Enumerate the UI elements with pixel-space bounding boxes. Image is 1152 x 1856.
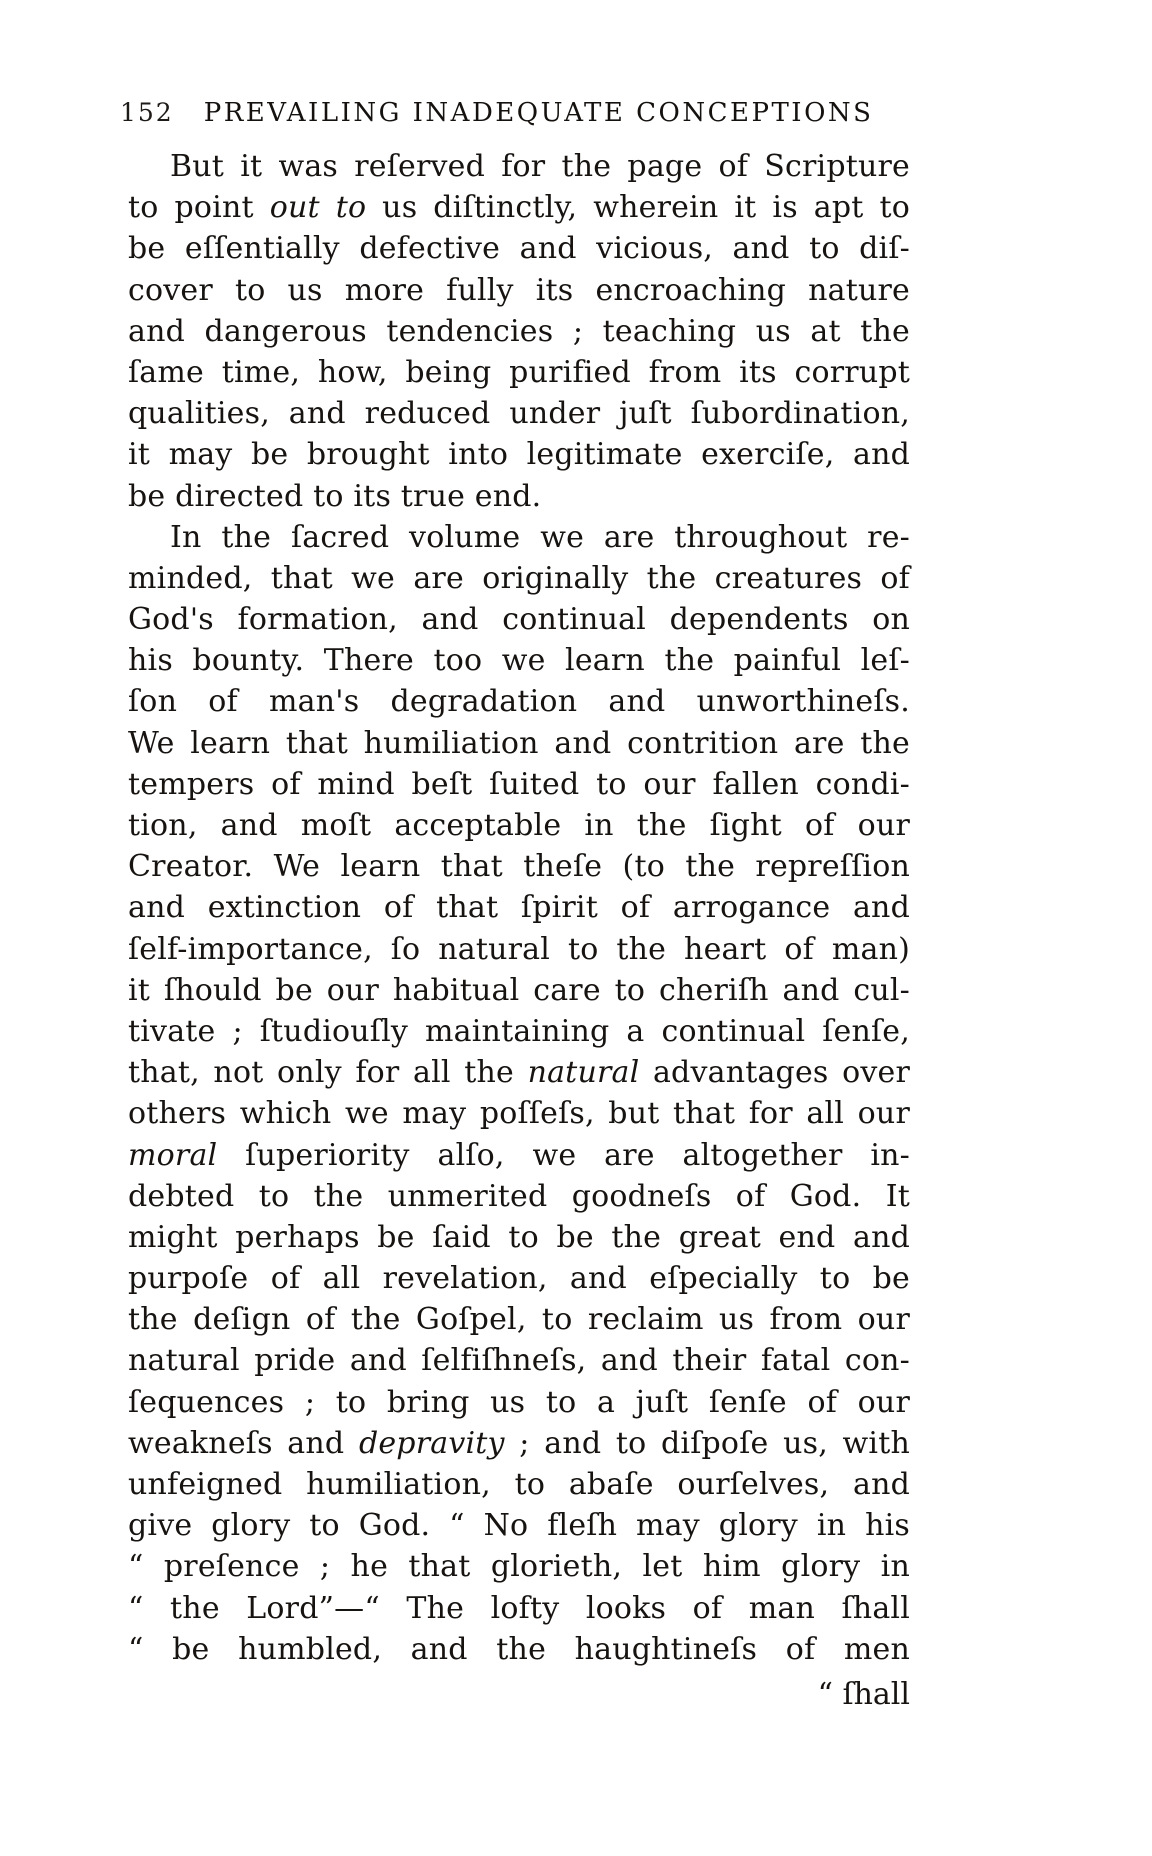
text-segment: us diſtinctly, wherein it is apt to <box>366 190 910 226</box>
text-line <box>128 393 910 434</box>
text-line <box>128 270 910 311</box>
text-segment: others which we may poſſeſs, but that for all our <box>128 1096 910 1132</box>
text-line <box>128 1588 910 1629</box>
text-segment: weakneſs and <box>128 1425 359 1461</box>
text-line <box>128 1052 910 1093</box>
text-segment: ; and to diſpoſe us, with <box>504 1425 911 1461</box>
text-segment: cover to us more fully its encroaching nature <box>128 272 910 308</box>
text-line <box>128 970 910 1011</box>
text-segment: the deſign of the Goſpel, to reclaim us from our <box>128 1302 910 1338</box>
text-line <box>128 1217 910 1258</box>
running-head <box>0 0 1152 128</box>
text-segment: ſuperiority alſo, we are altogether in- <box>217 1137 910 1173</box>
text-line <box>128 1258 910 1299</box>
text-segment: and extinction of that ſpirit of arrogance and <box>128 890 910 926</box>
text-line <box>128 681 910 722</box>
text-line <box>128 352 910 393</box>
text-line <box>128 929 910 970</box>
text-segment: minded, that we are originally the creatures of <box>128 560 910 596</box>
text-line <box>128 1340 910 1381</box>
text-segment: be directed to its true end. <box>128 478 542 514</box>
text-line <box>128 1176 910 1217</box>
text-line <box>128 1011 910 1052</box>
text-segment: ſequences ; to bring us to a juſt ſenſe of our <box>128 1384 910 1420</box>
text-line <box>128 764 910 805</box>
text-line <box>128 887 910 928</box>
text-segment: purpoſe of all revelation, and eſpecially to be <box>128 1261 910 1297</box>
text-line <box>128 517 910 558</box>
text-line <box>128 476 910 517</box>
italic-text-segment: moral <box>128 1137 218 1173</box>
text-line <box>128 1505 910 1546</box>
text-segment: tion, and moſt acceptable in the ſight of our <box>128 808 910 843</box>
text-segment: “ preſence ; he that glorieth, let him glory in <box>128 1549 910 1585</box>
text-line <box>128 640 910 681</box>
text-line <box>128 1135 910 1176</box>
text-line <box>128 1093 910 1134</box>
text-line <box>128 1423 910 1464</box>
text-segment: unfeigned humiliation, to abaſe ourſelves, and <box>128 1467 910 1502</box>
italic-text-segment: natural <box>527 1055 640 1091</box>
text-line <box>128 1629 910 1670</box>
text-segment: might perhaps be ſaid to be the great end and <box>128 1219 910 1255</box>
text-segment: qualities, and reduced under juſt ſubordination, <box>128 396 910 432</box>
text-segment: to point <box>128 190 270 226</box>
text-segment: In the ſacred volume we are throughout re- <box>170 519 910 555</box>
text-line <box>128 187 910 228</box>
text-segment: give glory to God. “ No fleſh may glory in his <box>128 1508 910 1544</box>
text-segment: debted to the unmerited goodneſs of God. It <box>128 1178 910 1214</box>
text-line <box>128 558 910 599</box>
text-segment: it ſhould be our habitual care to cheriſh and cul- <box>128 972 910 1008</box>
text-line <box>128 1382 910 1423</box>
text-segment: ſelf-importance, ſo natural to the heart of man) <box>128 931 910 967</box>
italic-text-segment: depravity <box>358 1425 505 1461</box>
text-line <box>128 1546 910 1587</box>
text-line <box>128 805 910 846</box>
text-line <box>128 311 910 352</box>
text-segment: tivate ; ſtudiouſly maintaining a continual ſenſe, <box>128 1013 910 1049</box>
text-segment: “ the Lord”—“ The lofty looks of man ſhall <box>128 1590 910 1626</box>
text-segment: But it was reſerved for the page of Scripture <box>170 149 910 184</box>
text-line <box>128 846 910 887</box>
text-line <box>128 146 910 187</box>
catchword: “ ſhall <box>817 1676 910 1712</box>
page-number: 152 <box>120 98 174 127</box>
body-text <box>128 146 910 1670</box>
text-segment: “ be humbled, and the haughtineſs of men <box>128 1631 910 1667</box>
text-segment: We learn that humiliation and contrition are the <box>128 725 910 761</box>
text-line <box>128 1299 910 1340</box>
text-segment: natural pride and ſelfiſhneſs, and their fatal con- <box>128 1343 910 1379</box>
text-segment: it may be brought into legitimate exerciſe, and <box>128 437 910 473</box>
text-line <box>128 723 910 764</box>
text-segment: God's formation, and continual dependents on <box>128 602 910 638</box>
text-segment: advantages over <box>639 1055 910 1091</box>
text-segment: Creator. We learn that theſe (to the repreſſion <box>128 849 910 885</box>
text-segment: ſon of man's degradation and unworthineſs. <box>128 684 910 720</box>
text-segment: tempers of mind beſt ſuited to our fallen condi- <box>128 766 910 802</box>
text-line <box>128 228 910 269</box>
text-line <box>128 599 910 640</box>
text-segment: that, not only for all the <box>128 1055 528 1091</box>
text-segment: ſame time, how, being purified from its corrupt <box>128 354 910 390</box>
italic-text-segment: out to <box>269 190 367 226</box>
text-segment: and dangerous tendencies ; teaching us at the <box>128 313 910 349</box>
page-title: PREVAILING INADEQUATE CONCEPTIONS <box>203 98 874 128</box>
text-segment: his bounty. There too we learn the painful leſ- <box>128 643 910 679</box>
text-segment: be eſſentially defective and vicious, and to diſ- <box>128 231 910 267</box>
text-line <box>128 434 910 475</box>
text-line <box>128 1464 910 1505</box>
